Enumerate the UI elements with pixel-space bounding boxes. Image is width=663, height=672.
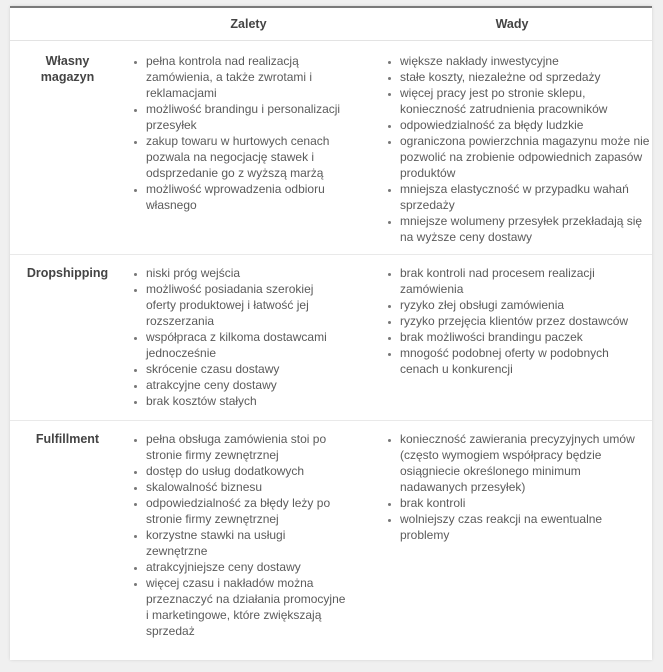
header-cons: Wady xyxy=(372,8,652,41)
pros-cell xyxy=(125,421,372,641)
list-item: • wolniejszy czas reakcji na ewentualne problemy xyxy=(400,511,636,543)
list-item: • więcej pracy jest po stronie sklepu, konieczność zatrudnienia pracowników xyxy=(400,85,650,117)
pros-list xyxy=(132,265,346,409)
list-item: • odpowiedzialność za błędy ludzkie xyxy=(400,117,650,133)
row-label xyxy=(10,41,125,255)
list-item: • mniejsza elastyczność w przypadku wahań sprzedaży xyxy=(400,181,650,213)
list-item: • ryzyko przejęcia klientów przez dostawców xyxy=(400,313,630,329)
header-empty-cell xyxy=(10,8,125,41)
pros-list xyxy=(132,53,346,213)
row-label xyxy=(10,421,125,641)
list-item: • mnogość podobnej oferty w podobnych cenach u konkurencji xyxy=(400,345,630,377)
list-item: • dostęp do usług dodatkowych xyxy=(146,463,346,479)
list-item: • możliwość posiadania szerokiej oferty produktowej i łatwość jej rozszerzania xyxy=(146,281,346,329)
list-item: • pełna obsługa zamówienia stoi po stronie firmy zewnętrznej xyxy=(146,431,346,463)
header-pros: Zalety xyxy=(125,8,372,41)
list-item: • konieczność zawierania precyzyjnych umów (często wymogiem współpracy będzie osiągniecie określonego minimum nadawanych przesyłek) xyxy=(400,431,636,495)
row-label-text: Dropshipping xyxy=(26,266,109,280)
list-item: • ograniczona powierzchnia magazynu może nie pozwolić na zrobienie odpowiednich zapasów produktów xyxy=(400,133,650,181)
list-item: • zakup towaru w hurtowych cenach pozwala na negocjację stawek i odsprzedanie go z wyższą marżą xyxy=(146,133,346,181)
list-item: • pełna kontrola nad realizacją zamówienia, a także zwrotami i reklamacjami xyxy=(146,53,346,101)
table-row xyxy=(10,421,652,641)
list-item: • brak kosztów stałych xyxy=(146,393,346,409)
list-item: • niski próg wejścia xyxy=(146,265,346,281)
pros-cell xyxy=(125,255,372,421)
comparison-table xyxy=(10,8,652,640)
cons-list xyxy=(386,53,650,245)
list-item: • większe nakłady inwestycyjne xyxy=(400,53,650,69)
cons-cell xyxy=(372,41,652,255)
cons-cell xyxy=(372,421,652,641)
list-item: • atrakcyjne ceny dostawy xyxy=(146,377,346,393)
pros-list xyxy=(132,431,346,639)
list-item: • współpraca z kilkoma dostawcami jednocześnie xyxy=(146,329,346,361)
list-item: • możliwość brandingu i personalizacji przesyłek xyxy=(146,101,346,133)
row-label-text: Fulfillment xyxy=(35,432,100,446)
list-item: • odpowiedzialność za błędy leży po stronie firmy zewnętrznej xyxy=(146,495,346,527)
list-item: • mniejsze wolumeny przesyłek przekładają się na wyższe ceny dostawy xyxy=(400,213,650,245)
row-label-text: Własny magazyn xyxy=(40,54,95,84)
list-item: • ryzyko złej obsługi zamówienia xyxy=(400,297,630,313)
list-item: • atrakcyjniejsze ceny dostawy xyxy=(146,559,346,575)
row-label xyxy=(10,255,125,421)
list-item: • brak kontroli nad procesem realizacji zamówienia xyxy=(400,265,630,297)
cons-cell xyxy=(372,255,652,421)
pros-cell xyxy=(125,41,372,255)
list-item: • skalowalność biznesu xyxy=(146,479,346,495)
list-item: • możliwość wprowadzenia odbioru własnego xyxy=(146,181,346,213)
cons-list xyxy=(386,431,636,543)
list-item: • stałe koszty, niezależne od sprzedaży xyxy=(400,69,650,85)
list-item: • więcej czasu i nakładów można przeznaczyć na działania promocyjne i marketingowe, które zwiększają sprzedaż xyxy=(146,575,346,639)
list-item: • skrócenie czasu dostawy xyxy=(146,361,346,377)
cons-list xyxy=(386,265,630,377)
comparison-table-card xyxy=(10,6,652,660)
table-row xyxy=(10,41,652,255)
list-item: • brak kontroli xyxy=(400,495,636,511)
list-item: • korzystne stawki na usługi zewnętrzne xyxy=(146,527,346,559)
list-item: • brak możliwości brandingu paczek xyxy=(400,329,630,345)
table-header-row xyxy=(10,8,652,41)
table-row xyxy=(10,255,652,421)
